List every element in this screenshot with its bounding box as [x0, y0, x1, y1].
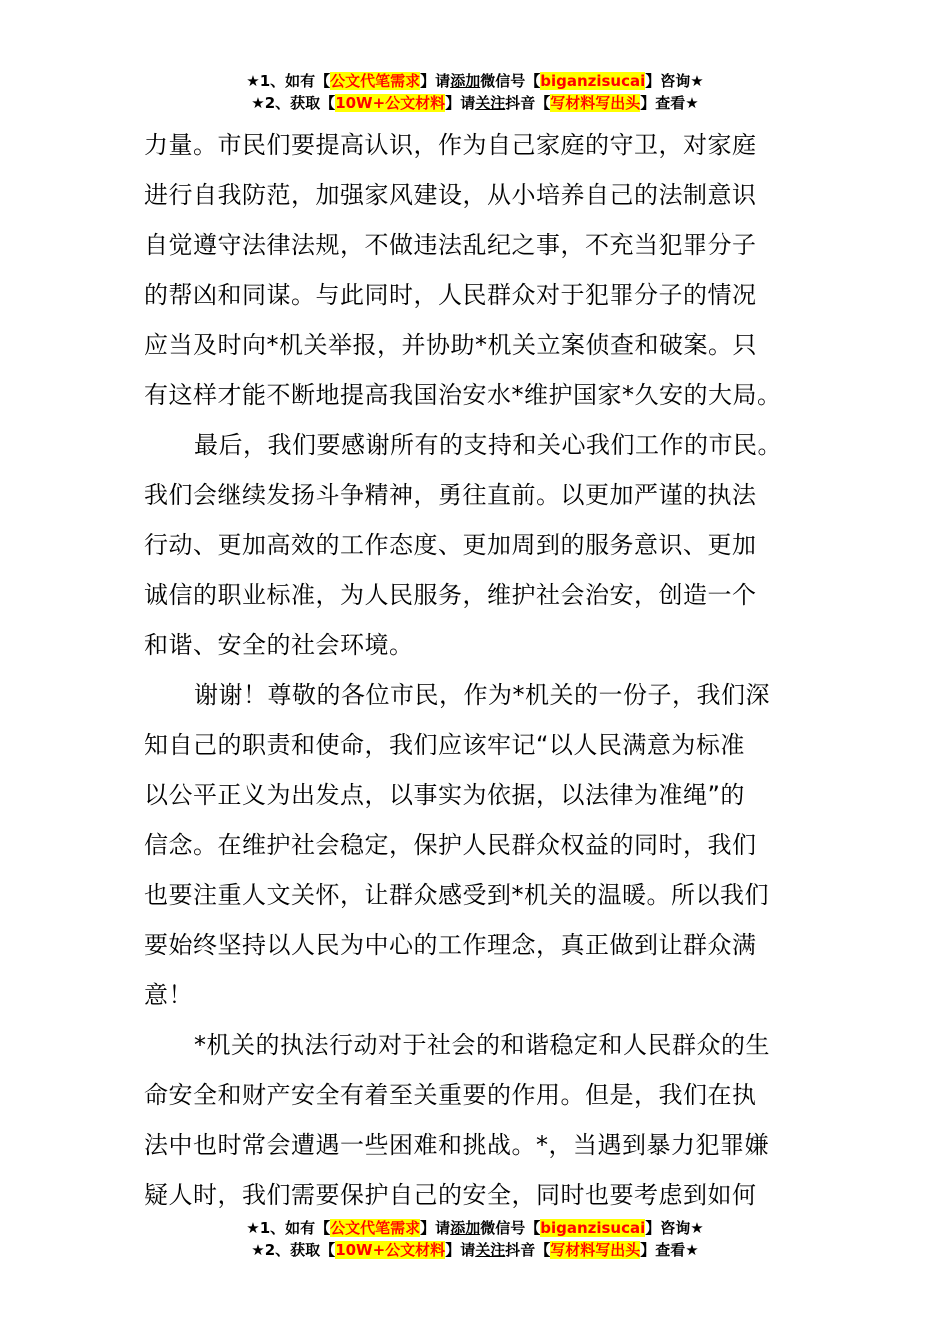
promo-text: ★2、获取【: [251, 1241, 336, 1259]
promo-text: 】查看★: [640, 1241, 699, 1259]
promo-text: 】咨询★: [645, 72, 704, 90]
body-line: 和谐、安全的社会环境。: [144, 631, 414, 659]
promo-underlined: 关注: [475, 94, 506, 112]
promo-text: 微信号【: [480, 1219, 541, 1237]
promo-text: ★1、如有【: [246, 72, 331, 90]
promo-text: 抖音【: [505, 1241, 551, 1259]
promo-line-1: [0, 70, 950, 92]
promo-text: 】请: [445, 1241, 476, 1259]
promo-text: 抖音【: [505, 94, 551, 112]
promo-text: 】查看★: [640, 94, 699, 112]
body-line: 有这样才能不断地提高我国治安水*维护国家*久安的大局。: [144, 381, 782, 409]
body-line: 力量。市民们要提高认识，作为自己家庭的守卫，对家庭: [144, 131, 757, 159]
promo-text: 】请: [420, 72, 451, 90]
promo-underlined: 添加: [450, 1219, 481, 1237]
body-line: 意！: [144, 981, 193, 1009]
promo-line-2: [0, 1239, 950, 1261]
promo-line-2: [0, 92, 950, 114]
promo-highlight: biganzisucai: [540, 1219, 646, 1237]
body-line: 知自己的职责和使命，我们应该牢记“以人民满意为标准: [144, 731, 745, 759]
body-line: 进行自我防范，加强家风建设，从小培养自己的法制意识: [144, 181, 757, 209]
body-line: 最后，我们要感谢所有的支持和关心我们工作的市民。: [194, 431, 782, 459]
body-line: 也要注重人文关怀，让群众感受到*机关的温暖。所以我们: [144, 881, 769, 909]
promo-header-top: [0, 70, 950, 114]
promo-highlight: 公文代笔需求: [330, 72, 421, 90]
body-line: 命安全和财产安全有着至关重要的作用。但是，我们在执: [144, 1081, 757, 1109]
body-line: 的帮凶和同谋。与此同时，人民群众对于犯罪分子的情况: [144, 281, 757, 309]
promo-text: 】请: [420, 1219, 451, 1237]
promo-highlight: 10W+公文材料: [335, 1241, 446, 1259]
promo-underlined: 关注: [475, 1241, 506, 1259]
promo-highlight: 写材料写出头: [550, 1241, 641, 1259]
promo-highlight: 写材料写出头: [550, 94, 641, 112]
body-line: 行动、更加高效的工作态度、更加周到的服务意识、更加: [144, 531, 757, 559]
body-line: 我们会继续发扬斗争精神，勇往直前。以更加严谨的执法: [144, 481, 757, 509]
body-line: 法中也时常会遭遇一些困难和挑战。*，当遇到暴力犯罪嫌: [144, 1131, 769, 1159]
promo-underlined: 添加: [450, 72, 481, 90]
body-line: 疑人时，我们需要保护自己的安全，同时也要考虑到如何: [144, 1181, 757, 1209]
promo-text: 】请: [445, 94, 476, 112]
body-line: 信念。在维护社会稳定，保护人民群众权益的同时，我们: [144, 831, 757, 859]
promo-highlight: 10W+公文材料: [335, 94, 446, 112]
promo-text: 微信号【: [480, 72, 541, 90]
body-line: 要始终坚持以人民为中心的工作理念，真正做到让群众满: [144, 931, 757, 959]
promo-highlight: biganzisucai: [540, 72, 646, 90]
promo-text: ★2、获取【: [251, 94, 336, 112]
body-line: 谢谢！尊敬的各位市民，作为*机关的一份子，我们深: [194, 681, 770, 709]
promo-text: ★1、如有【: [246, 1219, 331, 1237]
promo-line-1: [0, 1217, 950, 1239]
body-line: 以公平正义为出发点，以事实为依据，以法律为准绳”的: [144, 781, 745, 809]
body-line: 自觉遵守法律法规，不做违法乱纪之事，不充当犯罪分子: [144, 231, 757, 259]
promo-text: 】咨询★: [645, 1219, 704, 1237]
promo-footer-bottom: [0, 1217, 950, 1261]
body-line: *机关的执法行动对于社会的和谐稳定和人民群众的生: [194, 1031, 770, 1059]
body-line: 诚信的职业标准，为人民服务，维护社会治安，创造一个: [144, 581, 757, 609]
document-body: [144, 120, 824, 1220]
body-line: 应当及时向*机关举报，并协助*机关立案侦查和破案。只: [144, 331, 757, 359]
promo-highlight: 公文代笔需求: [330, 1219, 421, 1237]
